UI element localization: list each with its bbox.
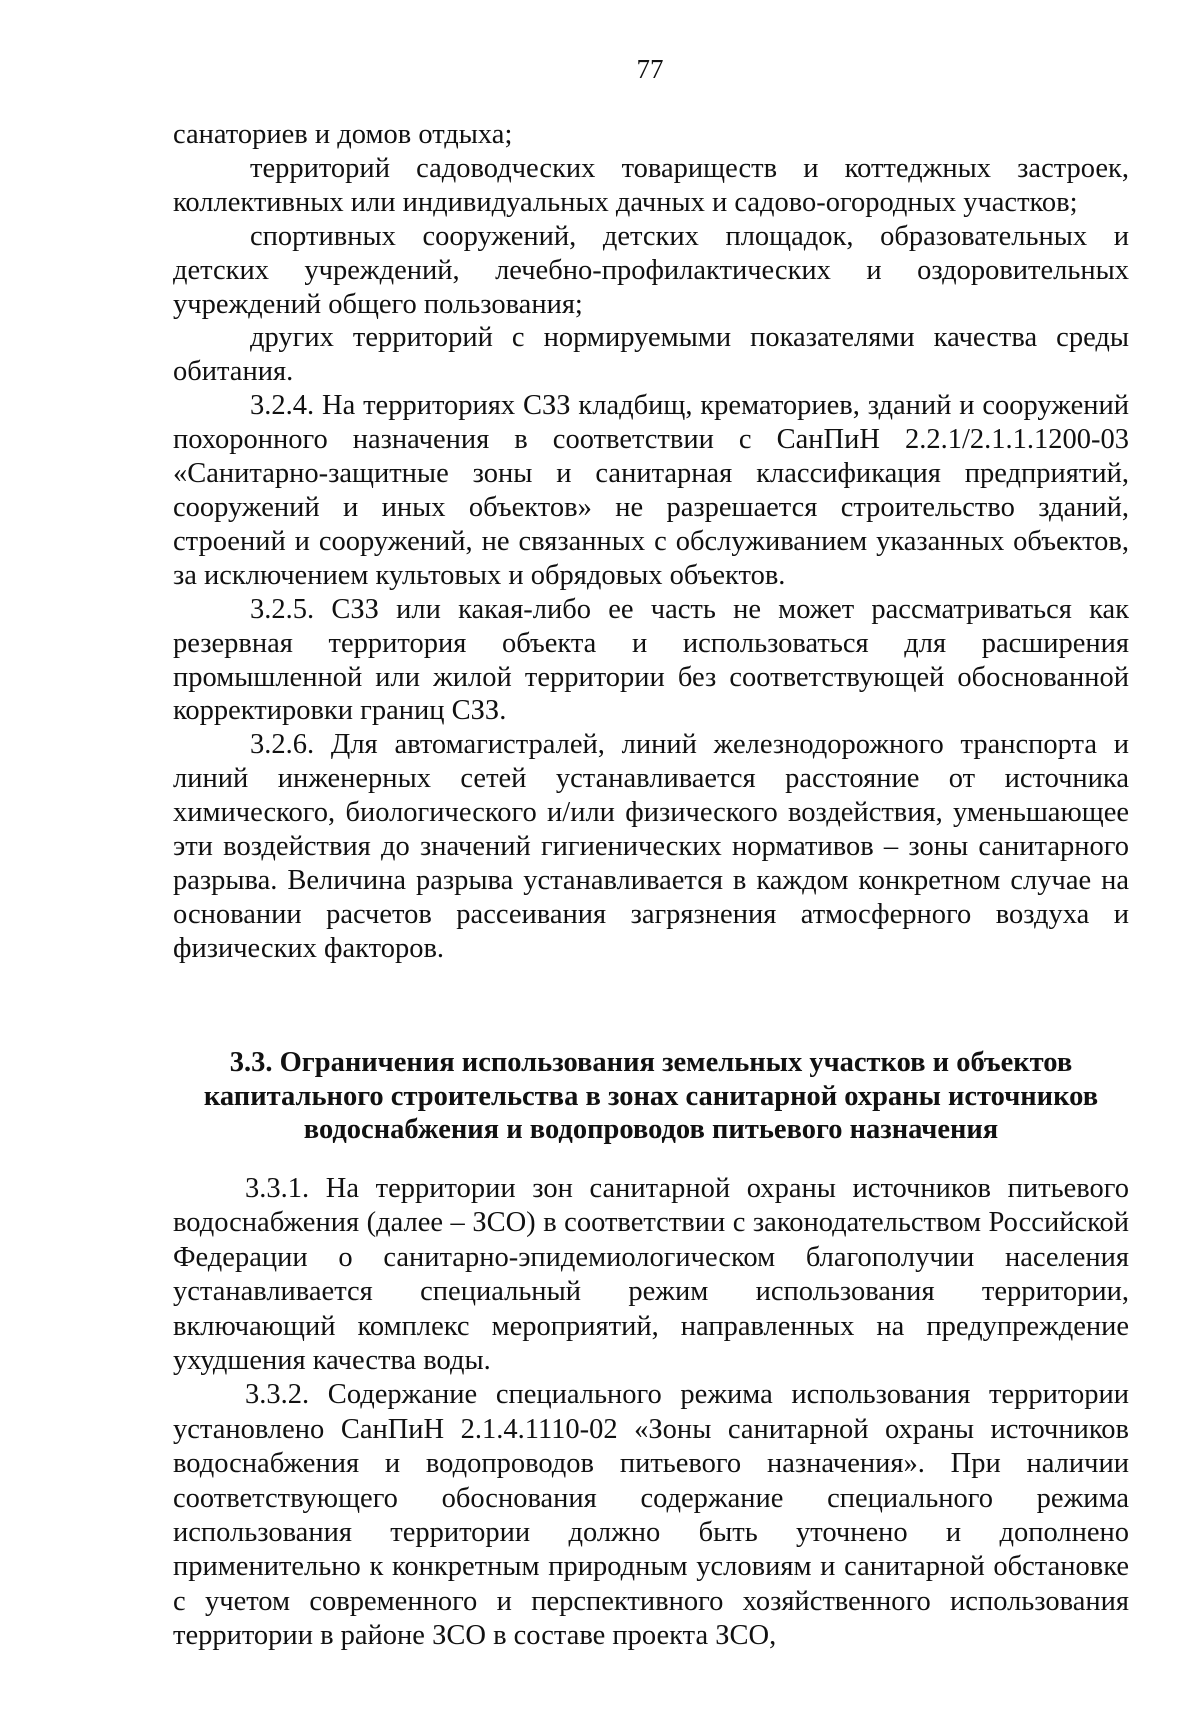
paragraph-other-territories: других территорий с нормируемыми показателями качества среды обитания. bbox=[173, 322, 1129, 388]
paragraph-3-2-4: 3.2.4. На территориях СЗЗ кладбищ, крематориев, зданий и сооружений похоронного назначения в соответствии с СанПиН 2.2.1/2.1.1.1200-03 «Санитарно-защитные зоны и санитарная классификация предприятий, сооружений и иных объектов» не разрешается строительство зданий, строений и сооружений, не связанных с обслуживанием указанных объектов, за исключением культовых и обрядовых объектов. bbox=[173, 390, 1129, 591]
paragraph-3-2-5: 3.2.5. СЗЗ или какая-либо ее часть не может рассматриваться как резервная территория объекта и использоваться для расширения промышленной или жилой территории без соответствующей обоснованной корректировки границ СЗЗ. bbox=[173, 593, 1129, 727]
paragraph-3-3-2: 3.3.2. Содержание специального режима использования территории установлено СанПиН 2.1.4.1110-02 «Зоны санитарной охраны источников водоснабжения и водопроводов питьевого назначения». При наличии соответствующего обоснования содержание специального режима использования территории должно быть уточнено и дополнено применительно к конкретным природным условиям и санитарной обстановке с учетом современного и перспективного хозяйственного использования территории в районе ЗСО в составе проекта ЗСО, bbox=[173, 1379, 1129, 1652]
paragraph-sports-facilities: спортивных сооружений, детских площадок, образовательных и детских учреждений, лечебно-профилактических и оздоровительных учреждений общего пользования; bbox=[173, 220, 1129, 320]
paragraph-3-2-6: 3.2.6. Для автомагистралей, линий железнодорожного транспорта и линий инженерных сетей устанавливается расстояние от источника химического, биологического и/или физического воздействия, уменьшающее эти воздействия до значений гигиенических нормативов – зоны санитарного разрыва. Величина разрыва устанавливается в каждом конкретном случае на основании расчетов рассеивания загрязнения атмосферного воздуха и физических факторов. bbox=[173, 729, 1129, 964]
paragraph-garden-territories: территорий садоводческих товариществ и коттеджных застроек, коллективных или индивидуальных дачных и садово-огородных участков; bbox=[173, 152, 1129, 218]
body-text-top bbox=[173, 118, 1129, 966]
page-number: 77 bbox=[636, 54, 664, 84]
paragraph-3-3-1: 3.3.1. На территории зон санитарной охраны источников питьевого водоснабжения (далее – ЗСО) в соответствии с законодательством Российской Федерации о санитарно-эпидемиологическом благополучии населения устанавливается специальный режим использования территории, включающий комплекс мероприятий, направленных на предупреждение ухудшения качества воды. bbox=[173, 1173, 1129, 1377]
paragraph-sanatoriums: санаториев и домов отдыха; bbox=[173, 119, 513, 150]
body-text-bottom bbox=[173, 1172, 1129, 1654]
section-heading-3-3: 3.3. Ограничения использования земельных участков и объектов капитального строительства в зонах санитарной охраны источников водоснабжения и водопроводов питьевого назначения bbox=[203, 1047, 1099, 1145]
